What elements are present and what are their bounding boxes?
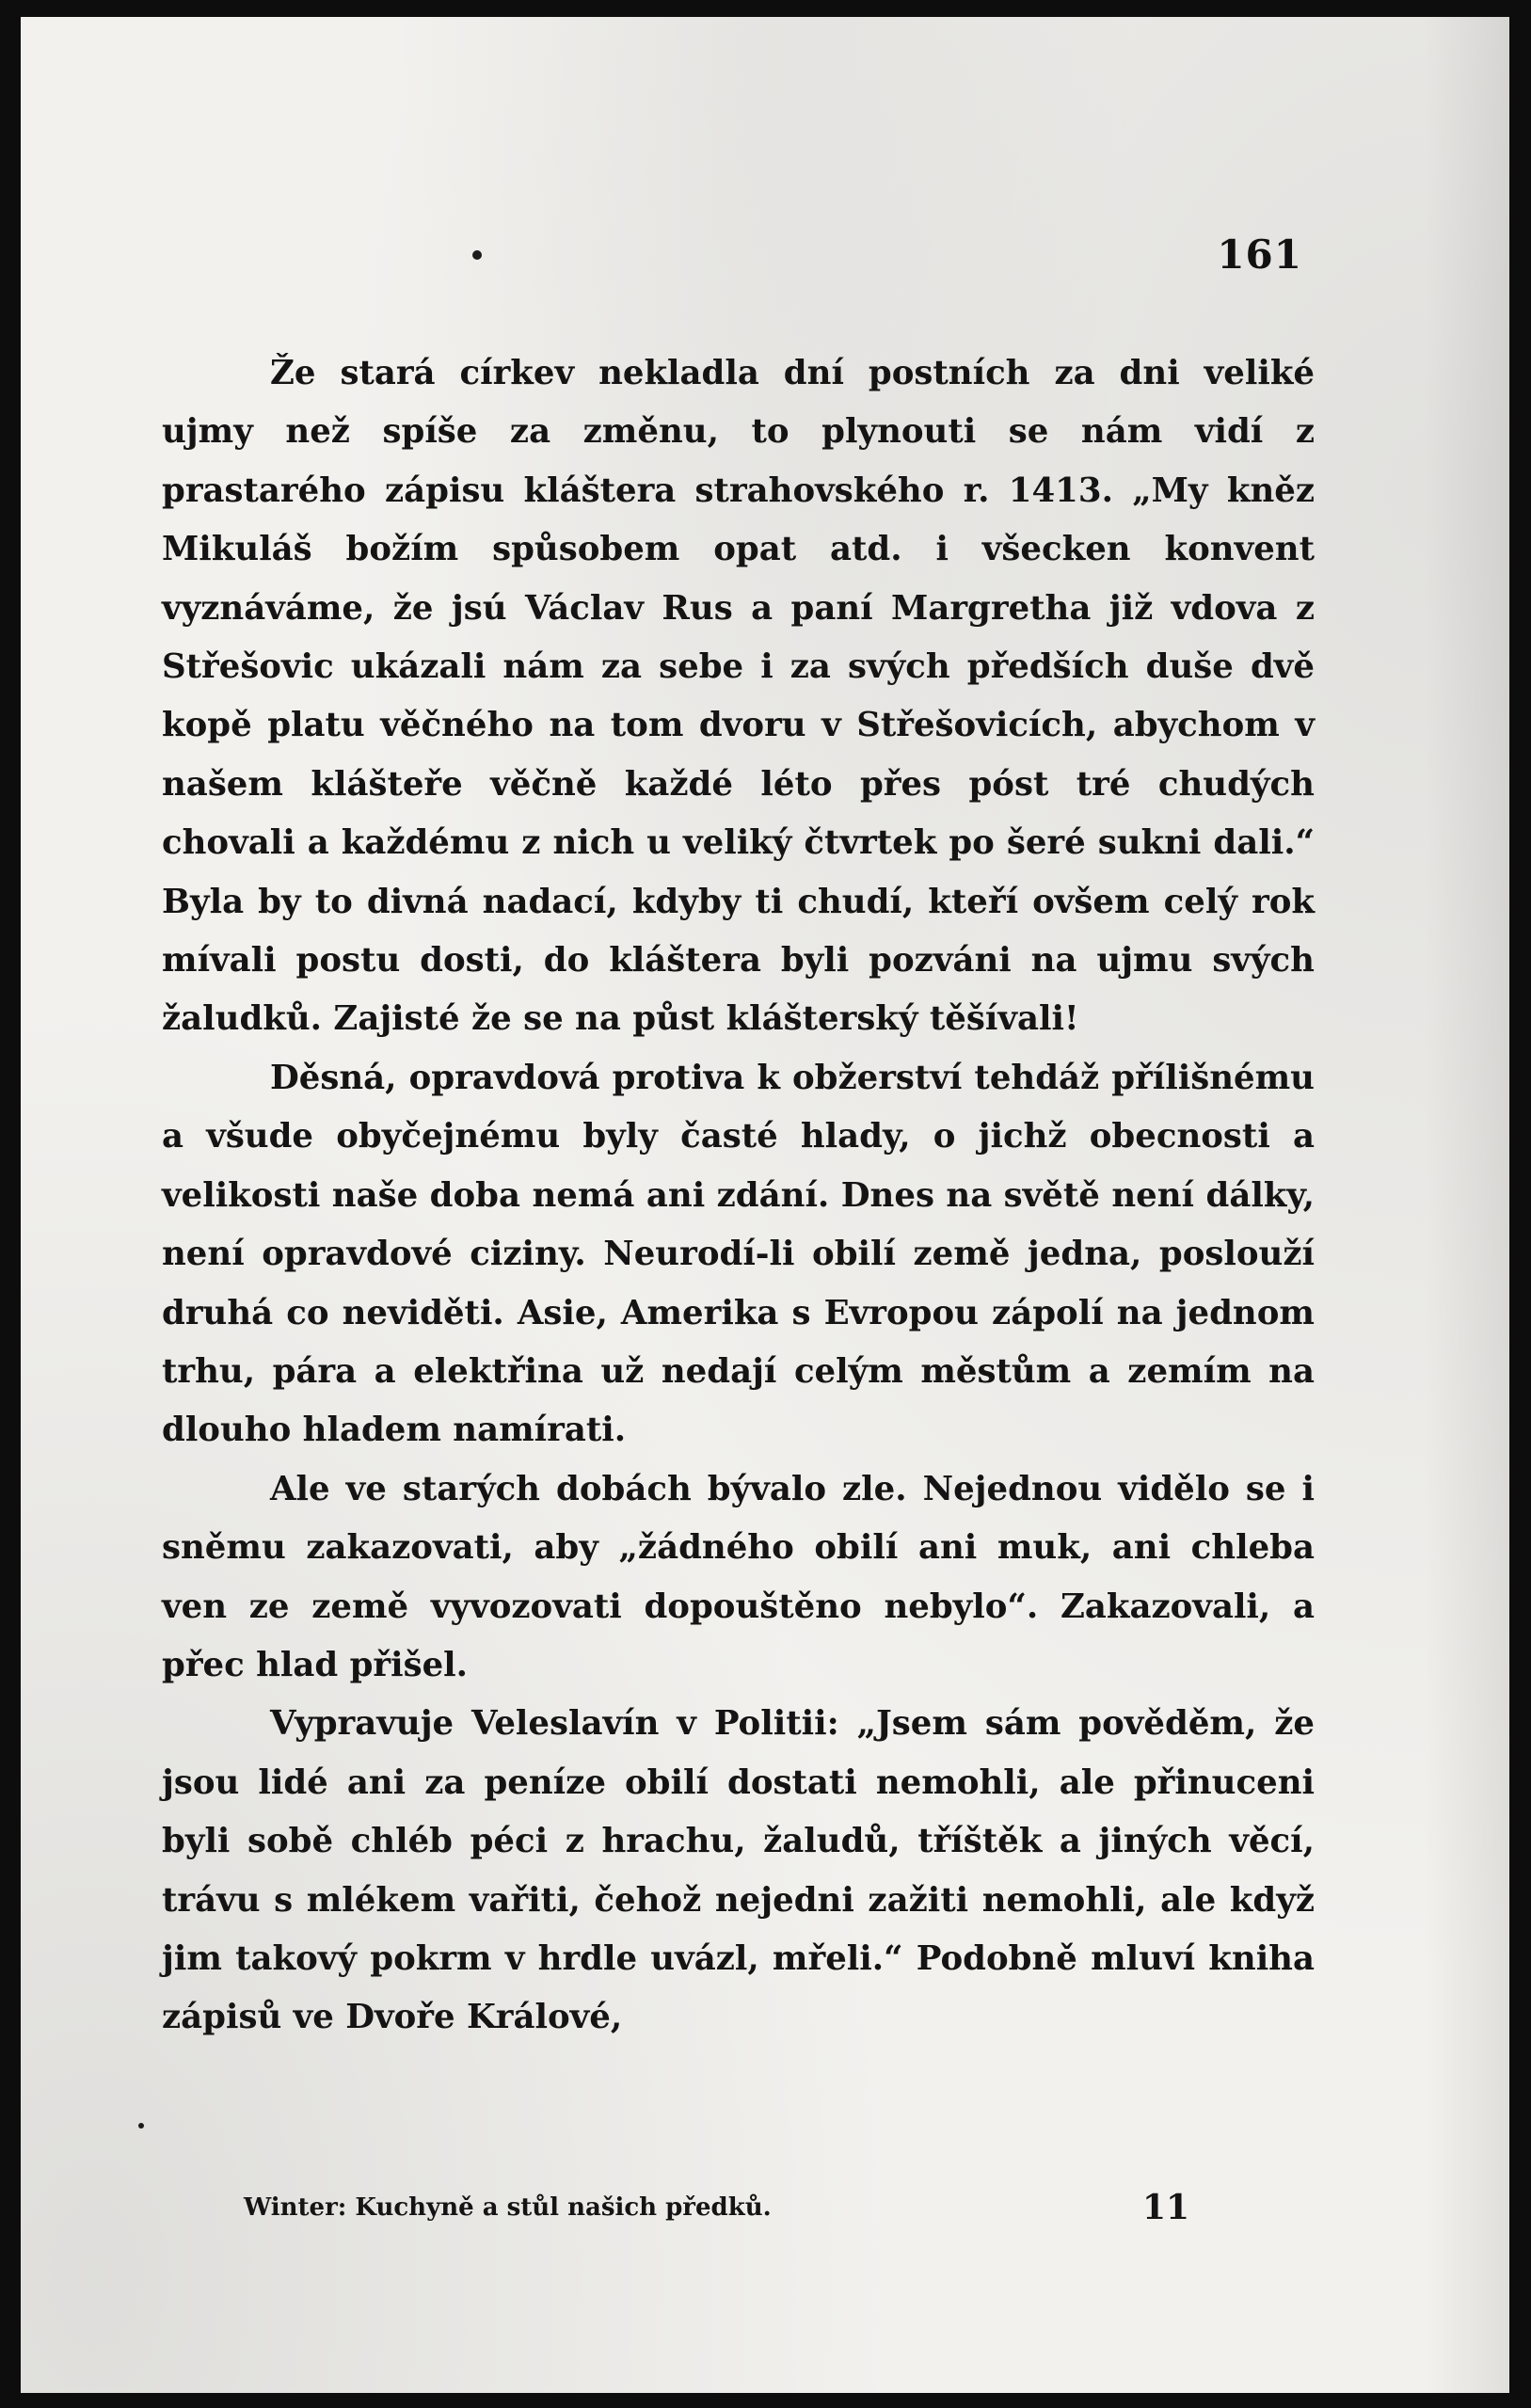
page-edge-shadow bbox=[1425, 17, 1509, 2393]
margin-mark bbox=[138, 2123, 144, 2129]
footer-signature-number: 11 bbox=[1142, 2188, 1190, 2227]
book-page bbox=[21, 17, 1509, 2393]
paragraph-4: Vypravuje Veleslavín v Politii: „Jsem sám pověděm, že jsou lidé ani za peníze obilí dostati nemohli, ale přinuceni byli sobě chléb péci z hrachu, žaludů, tříštěk a jiných věcí, trávu s mlékem vařiti, čehož nejedni zažiti nemohli, ale když jim takový pokrm v hrdle uvázl, mřeli.“ Podobně mluví kniha zápisů ve Dvoře Králové, bbox=[162, 1704, 1315, 2037]
footer-book-title: Winter: Kuchyně a stůl našich předků. bbox=[244, 2193, 772, 2222]
printer-dot bbox=[472, 250, 482, 260]
paragraph-2: Děsná, opravdová protiva k obžerství tehdáž přílišnému a všude obyčejnému byly časté hlady, o jichž obecnosti a velikosti naše doba nemá ani zdání. Dnes na světě není dálky, není opravdové ciziny. Neurodí-li obilí země jedna, poslouží druhá co neviděti. Asie, Amerika s Evropou zápolí na jednom trhu, pára a elektřina už nedají celým městům a zemím na dlouho hladem namírati. bbox=[162, 1058, 1315, 1450]
paragraph-1: Že stará církev nekladla dní postních za dni veliké ujmy než spíše za změnu, to plynouti se nám vidí z prastarého zápisu kláštera strahovského r. 1413. „My kněz Mikuláš božím spůsobem opat atd. i všecken konvent vyznáváme, že jsú Václav Rus a paní Margretha již vdova z Střešovic ukázali nám za sebe i za svých předších duše dvě kopě platu věčného na tom dvoru v Střešovicích, abychom v našem klášteře věčně každé léto přes póst tré chudých chovali a každému z nich u veliký čtvrtek po šeré sukni dali.“ Byla by to divná nadací, kdyby ti chudí, kteří ovšem celý rok mívali postu dosti, do kláštera byli pozváni na ujmu svých žaludků. Zajisté že se na půst klášterský těšívali! bbox=[162, 354, 1315, 1039]
body-text bbox=[162, 344, 1315, 2048]
paragraph-3: Ale ve starých dobách bývalo zle. Nejednou vidělo se i sněmu zakazovati, aby „žádného obilí ani muk, ani chleba ven ze země vyvozovati dopouštěno nebylo“. Zakazovali, a přec hlad přišel. bbox=[162, 1469, 1315, 1684]
page-number: 161 bbox=[1217, 231, 1302, 278]
